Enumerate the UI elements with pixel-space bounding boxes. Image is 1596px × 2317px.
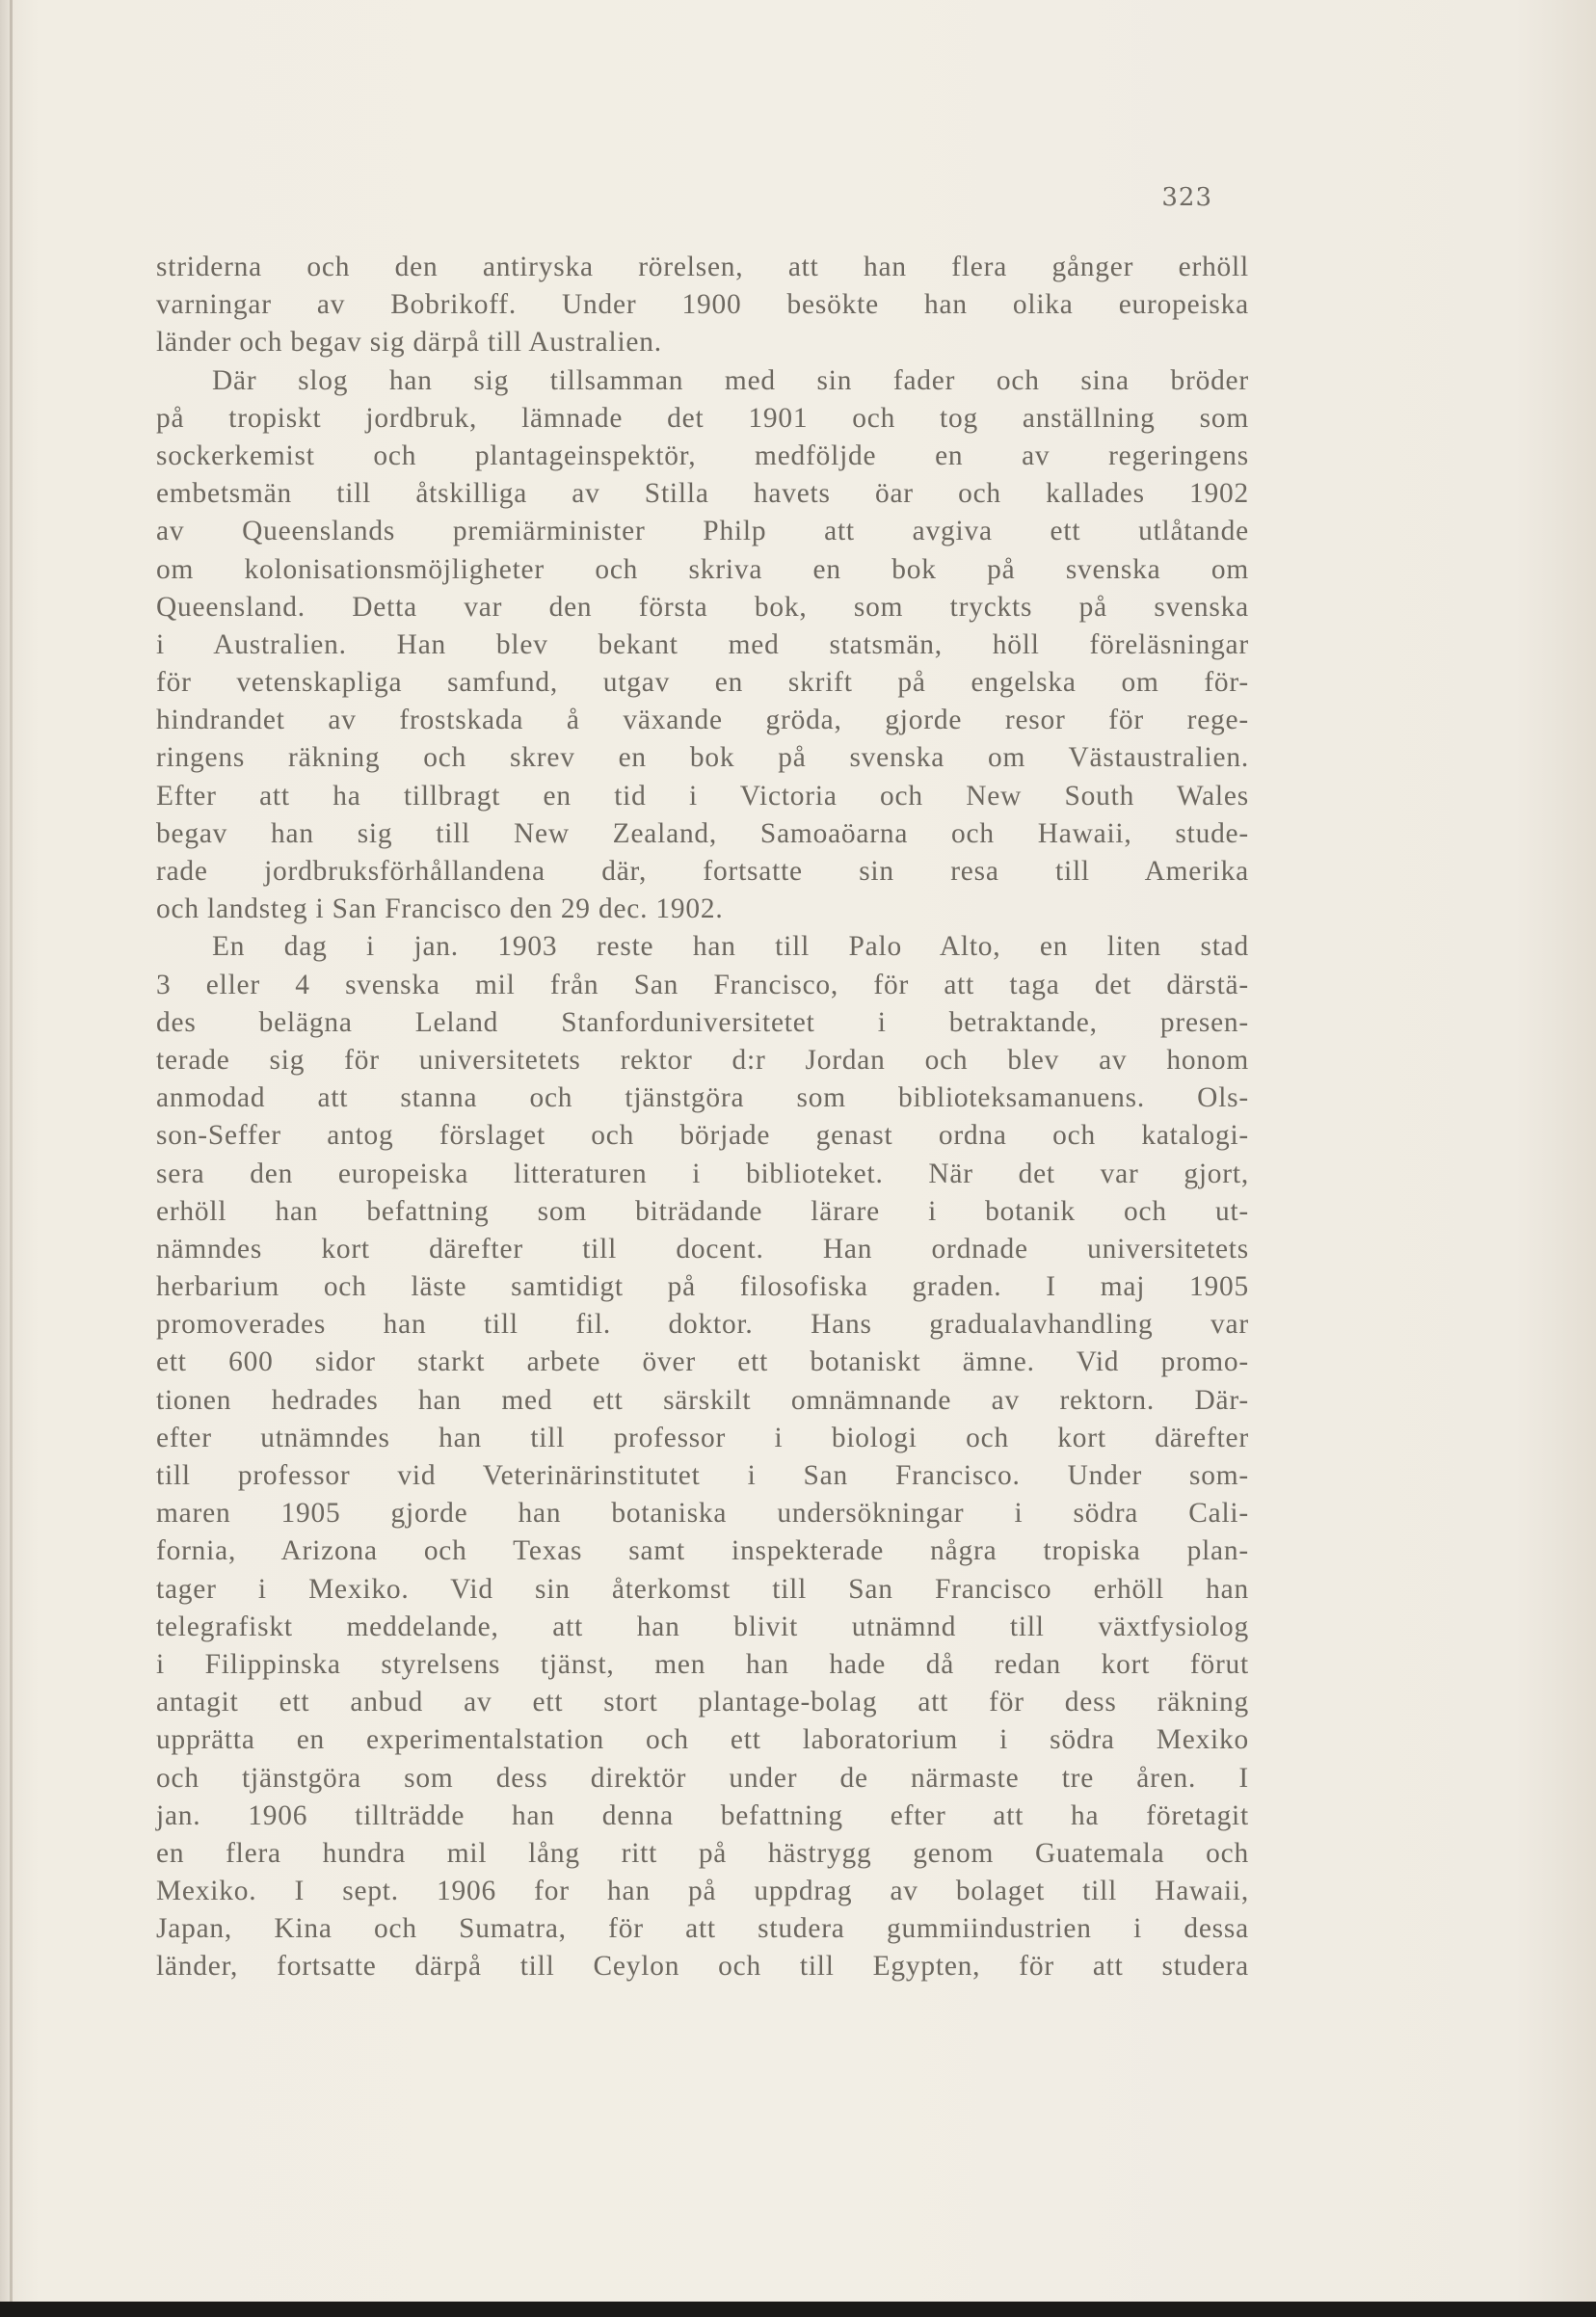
text-line: terade sig för universitetets rektor d:r Jordan och blev av honom [156,1044,1249,1076]
text-line: maren 1905 gjorde han botaniska undersökningar i södra Cali- [156,1498,1249,1530]
text-line: telegrafiskt meddelande, att han blivit utnämnd till växtfysiolog [156,1611,1249,1642]
text-line: embetsmän till åtskilliga av Stilla havets öar och kallades 1902 [156,478,1249,510]
text-line: herbarium och läste samtidigt på filosofiska graden. I maj 1905 [156,1271,1249,1303]
text-line: av Queenslands premiärminister Philp att avgiva ett utlåtande [156,516,1249,547]
text-line: ett 600 sidor starkt arbete över ett botaniskt ämne. Vid promo- [156,1346,1249,1378]
text-line: Japan, Kina och Sumatra, för att studera gummiindustrien i dessa [156,1913,1249,1945]
page-gutter [10,0,13,2317]
text-line: länder, fortsatte därpå till Ceylon och till Egypten, för att studera [156,1951,1249,1983]
text-line: sera den europeiska litteraturen i biblioteket. När det var gjort, [156,1158,1249,1189]
text-line: till professor vid Veterinärinstitutet i San Francisco. Under som- [156,1460,1249,1491]
text-line: i Filippinska styrelsens tjänst, men han hade då redan kort förut [156,1648,1249,1680]
text-line: hindrandet av frostskada å växande gröda, gjorde resor för rege- [156,705,1249,736]
text-line: fornia, Arizona och Texas samt inspekterade några tropiska plan- [156,1535,1249,1567]
text-line: varningar av Bobrikoff. Under 1900 besökte han olika europeiska [156,289,1249,321]
text-line: på tropiskt jordbruk, lämnade det 1901 och tog anställning som [156,402,1249,434]
text-line: Queensland. Detta var den första bok, som tryckts på svenska [156,591,1249,623]
text-line: son-Seffer antog förslaget och började genast ordna och katalogi- [156,1120,1249,1152]
text-line: promoverades han till fil. doktor. Hans gradualavhandling var [156,1309,1249,1341]
text-line: 3 eller 4 svenska mil från San Francisco, för att taga det därstä- [156,969,1249,1000]
text-line: jan. 1906 tillträdde han denna befattning efter att ha företagit [156,1799,1249,1831]
page-number: 323 [1161,183,1212,212]
text-line: Mexiko. I sept. 1906 for han på uppdrag av bolaget till Hawaii, [156,1876,1249,1907]
text-line: och landsteg i San Francisco den 29 dec. 1902. [156,893,724,925]
text-line: upprätta en experimentalstation och ett laboratorium i södra Mexiko [156,1724,1249,1756]
text-line: för vetenskapliga samfund, utgav en skrift på engelska om för- [156,667,1249,699]
text-line: En dag i jan. 1903 reste han till Palo Alto, en liten stad [212,931,1249,963]
text-line: i Australien. Han blev bekant med statsmän, höll föreläsningar [156,628,1249,660]
body-text [156,249,1249,1986]
text-line: Efter att ha tillbragt en tid i Victoria och New South Wales [156,780,1249,812]
text-line: erhöll han befattning som biträdande lärare i botanik och ut- [156,1195,1249,1227]
text-line: striderna och den antiryska rörelsen, att han flera gånger erhöll [156,252,1249,282]
text-line: efter utnämndes han till professor i biologi och kort därefter [156,1422,1249,1453]
text-line: anmodad att stanna och tjänstgöra som biblioteksamanuens. Ols- [156,1082,1249,1114]
text-line: rade jordbruksförhållandena där, fortsatte sin resa till Amerika [156,856,1249,887]
text-line: des belägna Leland Stanforduniversitetet i betraktande, presen- [156,1006,1249,1038]
text-line: och tjänstgöra som dess direktör under de närmaste tre åren. I [156,1762,1249,1794]
text-line: om kolonisationsmöjligheter och skriva en bok på svenska om [156,553,1249,585]
text-line: tionen hedrades han med ett särskilt omnämnande av rektorn. Där- [156,1384,1249,1416]
text-line: sockerkemist och plantageinspektör, medföljde en av regeringens [156,439,1249,471]
scan-edge [0,2302,1596,2317]
text-line: tager i Mexiko. Vid sin återkomst till San Francisco erhöll han [156,1573,1249,1605]
text-line: begav han sig till New Zealand, Samoaöarna och Hawaii, stude- [156,817,1249,849]
text-line: länder och begav sig därpå till Australien. [156,327,662,359]
text-line: en flera hundra mil lång ritt på hästrygg genom Guatemala och [156,1837,1249,1869]
text-line: ringens räkning och skrev en bok på svenska om Västaustralien. [156,742,1249,774]
text-line: Där slog han sig tillsamman med sin fader och sina bröder [212,364,1249,396]
text-line: antagit ett anbud av ett stort plantage-bolag att för dess räkning [156,1687,1249,1718]
text-line: nämndes kort därefter till docent. Han ordnade universitetets [156,1233,1249,1265]
